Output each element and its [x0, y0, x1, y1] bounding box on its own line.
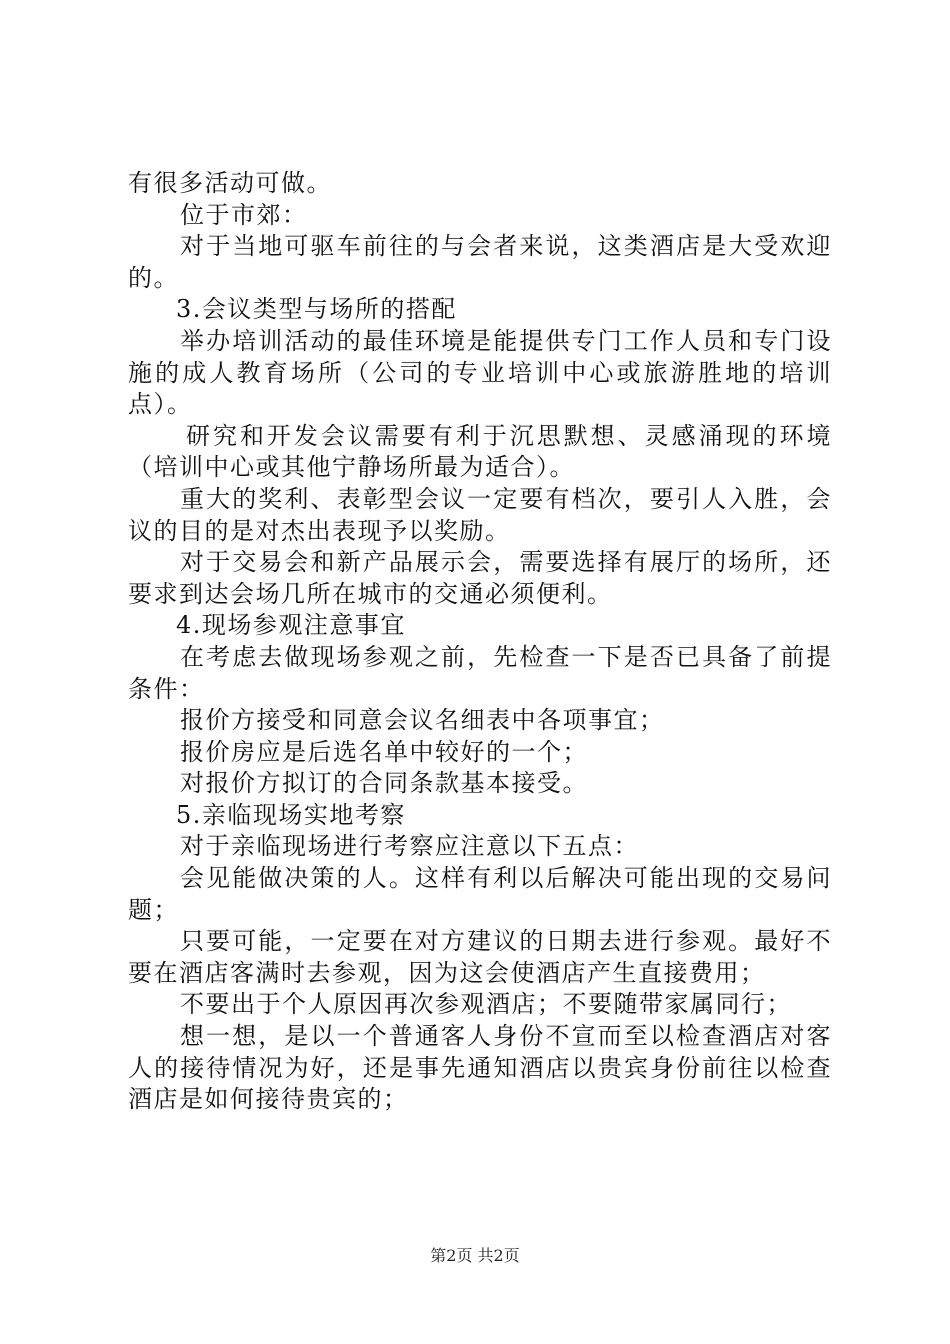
- paragraph-research: 研究和开发会议需要有利于沉思默想、灵感涌现的环境（培训中心或其他宁静场所最为适合）。: [128, 421, 832, 482]
- list-item-precondition-3: 对报价方拟订的合同条款基本接受。: [180, 769, 588, 798]
- list-item-inspection-2: 只要可能，一定要在对方建议的日期去进行参观。最好不要在酒店客满时去参观，因为这会使酒店产生直接费用；: [128, 927, 832, 987]
- list-item-inspection-1: 会见能做决策的人。这样有利以后解决可能出现的交易问题；: [128, 864, 832, 924]
- paragraph-inspection-intro: 对于亲临现场进行考察应注意以下五点：: [180, 832, 639, 861]
- section-heading-4: 4.现场参观注意事宜: [176, 611, 406, 640]
- paragraph-suburb-heading: 位于市郊：: [180, 200, 308, 229]
- paragraph-trade-show: 对于交易会和新产品展示会，需要选择有展厅的场所，还要求到达会场几所在城市的交通必须便利。: [128, 548, 832, 608]
- list-item-inspection-3: 不要出于个人原因再次参观酒店；不要随带家属同行；: [180, 990, 792, 1019]
- paragraph-suburb-desc: 对于当地可驱车前往的与会者来说，这类酒店是大受欢迎的。: [128, 232, 832, 292]
- document-body: [128, 168, 832, 1116]
- paragraph-preconditions: 在考虑去做现场参观之前，先检查一下是否已具备了前提条件：: [128, 642, 832, 703]
- paragraph-awards: 重大的奖利、表彰型会议一定要有档次，要引人入胜，会议的目的是对杰出表现予以奖励。: [128, 484, 832, 545]
- paragraph-continuation: 有很多活动可做。: [128, 169, 332, 197]
- section-heading-3: 3.会议类型与场所的搭配: [176, 295, 457, 324]
- list-item-inspection-4: 想一想，是以一个普通客人身份不宣而至以检查酒店对客人的接待情况为好，还是事先通知酒店以贵宾身份前往以检查酒店是如何接待贵宾的；: [128, 1022, 832, 1114]
- paragraph-training: 举办培训活动的最佳环境是能提供专门工作人员和专门设施的成人教育场所（公司的专业培训中心或旅游胜地的培训点）。: [128, 326, 832, 419]
- list-item-precondition-1: 报价方接受和同意会议名细表中各项事宜；: [180, 706, 665, 735]
- list-item-precondition-2: 报价房应是后选名单中较好的一个；: [180, 737, 588, 766]
- page-number-footer: 第2页 共2页: [430, 1246, 520, 1265]
- section-heading-5: 5.亲临现场实地考察: [176, 800, 406, 829]
